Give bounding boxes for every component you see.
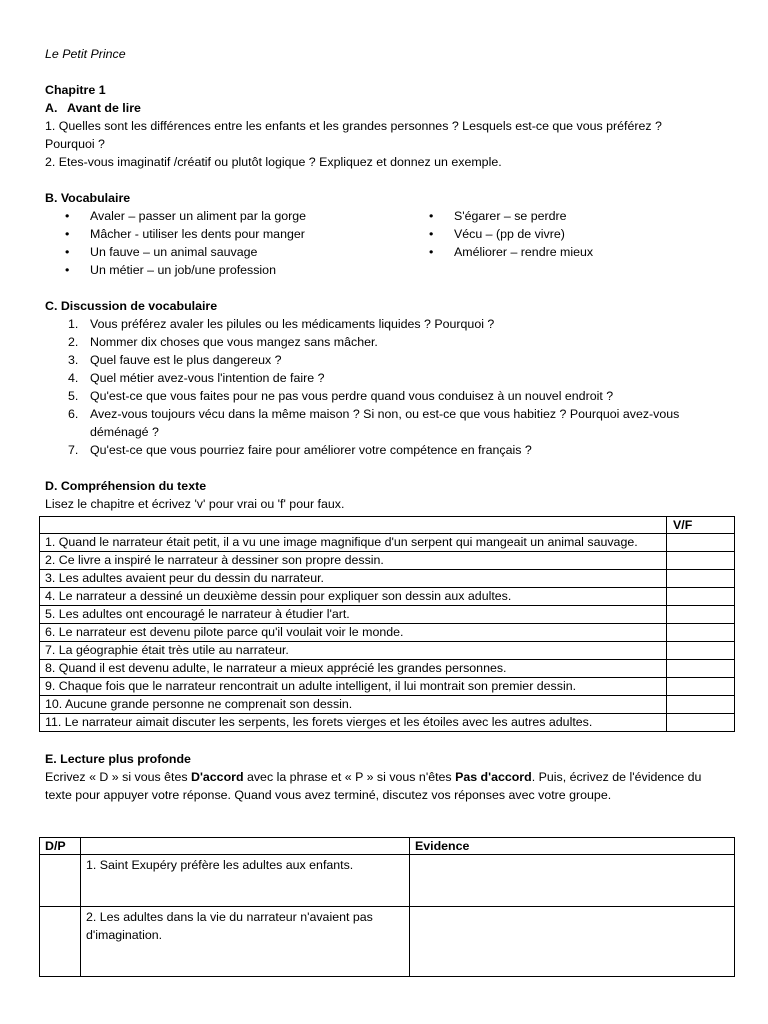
vocab-text: Mâcher - utiliser les dents pour manger <box>90 227 305 241</box>
section-d-instructions: Lisez le chapitre et écrivez 'v' pour vrai ou 'f' pour faux. <box>45 497 345 511</box>
discussion-item <box>45 315 735 333</box>
statement-cell: 2. Ce livre a inspiré le narrateur à dessiner son propre dessin. <box>40 552 667 570</box>
vocab-text: Vécu – (pp de vivre) <box>454 227 565 241</box>
vocabulary-column-1 <box>45 207 427 279</box>
discussion-item <box>45 441 735 459</box>
vocabulary-list <box>45 207 735 279</box>
agree-disagree-table <box>39 837 735 977</box>
item-text: Qu'est-ce que vous pourriez faire pour améliorer votre compétence en français ? <box>90 443 532 457</box>
discussion-item <box>45 351 735 369</box>
statement-cell: 10. Aucune grande personne ne comprenait son dessin. <box>40 696 667 714</box>
bullet-icon: • <box>429 245 434 259</box>
item-number: 1. <box>68 317 79 331</box>
item-text: Nommer dix choses que vous mangez sans mâcher. <box>90 335 378 349</box>
vocab-item <box>427 225 593 243</box>
vocab-item <box>45 243 427 261</box>
statement-cell: 8. Quand il est devenu adulte, le narrateur a mieux apprécié les grandes personnes. <box>40 660 667 678</box>
answer-cell[interactable] <box>667 534 735 552</box>
item-text-cont: déménagé ? <box>90 425 159 439</box>
table-row <box>40 696 735 714</box>
statement-text-cont: d'imagination. <box>86 928 163 942</box>
table-row <box>40 552 735 570</box>
discussion-item <box>45 387 735 405</box>
vocab-text: Avaler – passer un aliment par la gorge <box>90 209 307 223</box>
section-e-instructions <box>45 768 735 786</box>
evidence-header: Evidence <box>410 838 735 855</box>
discussion-list <box>45 315 735 459</box>
answer-cell[interactable] <box>667 696 735 714</box>
statement-cell: 3. Les adultes avaient peur du dessin du narrateur. <box>40 570 667 588</box>
instr-text: Ecrivez « D » si vous êtes <box>45 770 191 784</box>
instr-text: . Puis, écrivez de l'évidence du <box>531 770 702 784</box>
section-a-title: Avant de lire <box>67 101 141 115</box>
table-row <box>40 606 735 624</box>
table-header-row <box>40 838 735 855</box>
statement-cell: 7. La géographie était très utile au narrateur. <box>40 642 667 660</box>
statement-cell <box>81 855 410 907</box>
vocab-text: Un fauve – un animal sauvage <box>90 245 258 259</box>
bullet-icon: • <box>429 227 434 241</box>
table-row <box>40 907 735 977</box>
statement-text: 2. Les adultes dans la vie du narrateur n'avaient pas <box>86 910 373 924</box>
item-text: Vous préférez avaler les pilules ou les médicaments liquides ? Pourquoi ? <box>90 317 495 331</box>
dp-header: D/P <box>40 838 81 855</box>
vocab-item <box>45 207 427 225</box>
vf-header: V/F <box>667 517 735 534</box>
answer-cell[interactable] <box>667 624 735 642</box>
statement-cell: 4. Le narrateur a dessiné un deuxième dessin pour expliquer son dessin aux adultes. <box>40 588 667 606</box>
section-a-heading <box>45 99 735 117</box>
instr-text: avec la phrase et « P » si vous n'êtes <box>243 770 456 784</box>
discussion-item <box>45 333 735 351</box>
section-a-letter: A. <box>45 101 58 115</box>
statement-cell: 11. Le narrateur aimait discuter les serpents, les forets vierges et les étoiles avec les autres adultes. <box>40 714 667 732</box>
table-row <box>40 534 735 552</box>
vocab-item <box>427 243 593 261</box>
table-row <box>40 570 735 588</box>
section-a-question-1: 1. Quelles sont les différences entre les enfants et les grandes personnes ? Lesquels est-ce que vous préférez ? <box>45 119 662 133</box>
statement-header <box>81 838 410 855</box>
dp-answer-cell[interactable] <box>40 907 81 977</box>
chapter-heading: Chapitre 1 <box>45 83 106 97</box>
vocab-item <box>427 207 593 225</box>
bullet-icon: • <box>429 209 434 223</box>
bullet-icon: • <box>65 209 70 223</box>
section-e-instructions-line-2: texte pour appuyer votre réponse. Quand vous avez terminé, discutez vos réponses avec votre groupe. <box>45 788 612 802</box>
statement-cell <box>81 907 410 977</box>
discussion-item <box>45 405 735 441</box>
item-number: 5. <box>68 389 79 403</box>
vocab-text: Un métier – un job/une profession <box>90 263 276 277</box>
table-row <box>40 624 735 642</box>
document-title: Le Petit Prince <box>45 47 126 61</box>
section-d-heading: D. Compréhension du texte <box>45 479 207 493</box>
section-a-question-2: 2. Etes-vous imaginatif /créatif ou plutôt logique ? Expliquez et donnez un exemple. <box>45 155 502 169</box>
section-e-heading: E. Lecture plus profonde <box>45 752 191 766</box>
item-number: 4. <box>68 371 79 385</box>
answer-cell[interactable] <box>667 552 735 570</box>
answer-cell[interactable] <box>667 660 735 678</box>
table-row <box>40 588 735 606</box>
item-number: 7. <box>68 443 79 457</box>
instr-bold-agree: D'accord <box>191 770 244 784</box>
bullet-icon: • <box>65 263 70 277</box>
item-number: 6. <box>68 407 79 421</box>
item-number: 2. <box>68 335 79 349</box>
answer-cell[interactable] <box>667 642 735 660</box>
vocabulary-column-2 <box>427 207 593 279</box>
answer-cell[interactable] <box>667 714 735 732</box>
answer-cell[interactable] <box>667 588 735 606</box>
instr-bold-disagree: Pas d'accord <box>455 770 532 784</box>
worksheet <box>45 45 735 977</box>
bullet-icon: • <box>65 227 70 241</box>
statement-text: 1. Saint Exupéry préfère les adultes aux enfants. <box>86 858 354 872</box>
item-text: Avez-vous toujours vécu dans la même maison ? Si non, ou est-ce que vous habitiez ? Pourquoi avez-vous <box>90 407 680 421</box>
statement-cell: 5. Les adultes ont encouragé le narrateur à étudier l'art. <box>40 606 667 624</box>
item-text: Quel fauve est le plus dangereux ? <box>90 353 282 367</box>
item-text: Quel métier avez-vous l'intention de faire ? <box>90 371 325 385</box>
item-text: Qu'est-ce que vous faites pour ne pas vous perdre quand vous conduisez à un nouvel endroit ? <box>90 389 614 403</box>
section-b-heading: B. Vocabulaire <box>45 191 131 205</box>
table-row <box>40 642 735 660</box>
answer-cell[interactable] <box>667 606 735 624</box>
statement-cell: 1. Quand le narrateur était petit, il a vu une image magnifique d'un serpent qui mangeait un animal sauvage. <box>40 534 667 552</box>
table-row <box>40 855 735 907</box>
answer-cell[interactable] <box>667 570 735 588</box>
section-c-heading: C. Discussion de vocabulaire <box>45 299 218 313</box>
section-a-question-1-cont: Pourquoi ? <box>45 137 105 151</box>
vocab-text: Améliorer – rendre mieux <box>454 245 594 259</box>
true-false-table <box>39 516 735 732</box>
dp-answer-cell[interactable] <box>40 855 81 907</box>
statement-cell: 9. Chaque fois que le narrateur rencontrait un adulte intelligent, il lui montrait son premier dessin. <box>40 678 667 696</box>
discussion-item <box>45 369 735 387</box>
table-header-row <box>40 517 735 534</box>
vocab-item <box>45 225 427 243</box>
table-row <box>40 678 735 696</box>
evidence-cell[interactable] <box>410 907 735 977</box>
answer-cell[interactable] <box>667 678 735 696</box>
item-number: 3. <box>68 353 79 367</box>
vocab-text: S'égarer – se perdre <box>454 209 567 223</box>
statement-cell: 6. Le narrateur est devenu pilote parce qu'il voulait voir le monde. <box>40 624 667 642</box>
table-row <box>40 660 735 678</box>
evidence-cell[interactable] <box>410 855 735 907</box>
vocab-item <box>45 261 427 279</box>
table-row <box>40 714 735 732</box>
bullet-icon: • <box>65 245 70 259</box>
statement-header <box>40 517 667 534</box>
